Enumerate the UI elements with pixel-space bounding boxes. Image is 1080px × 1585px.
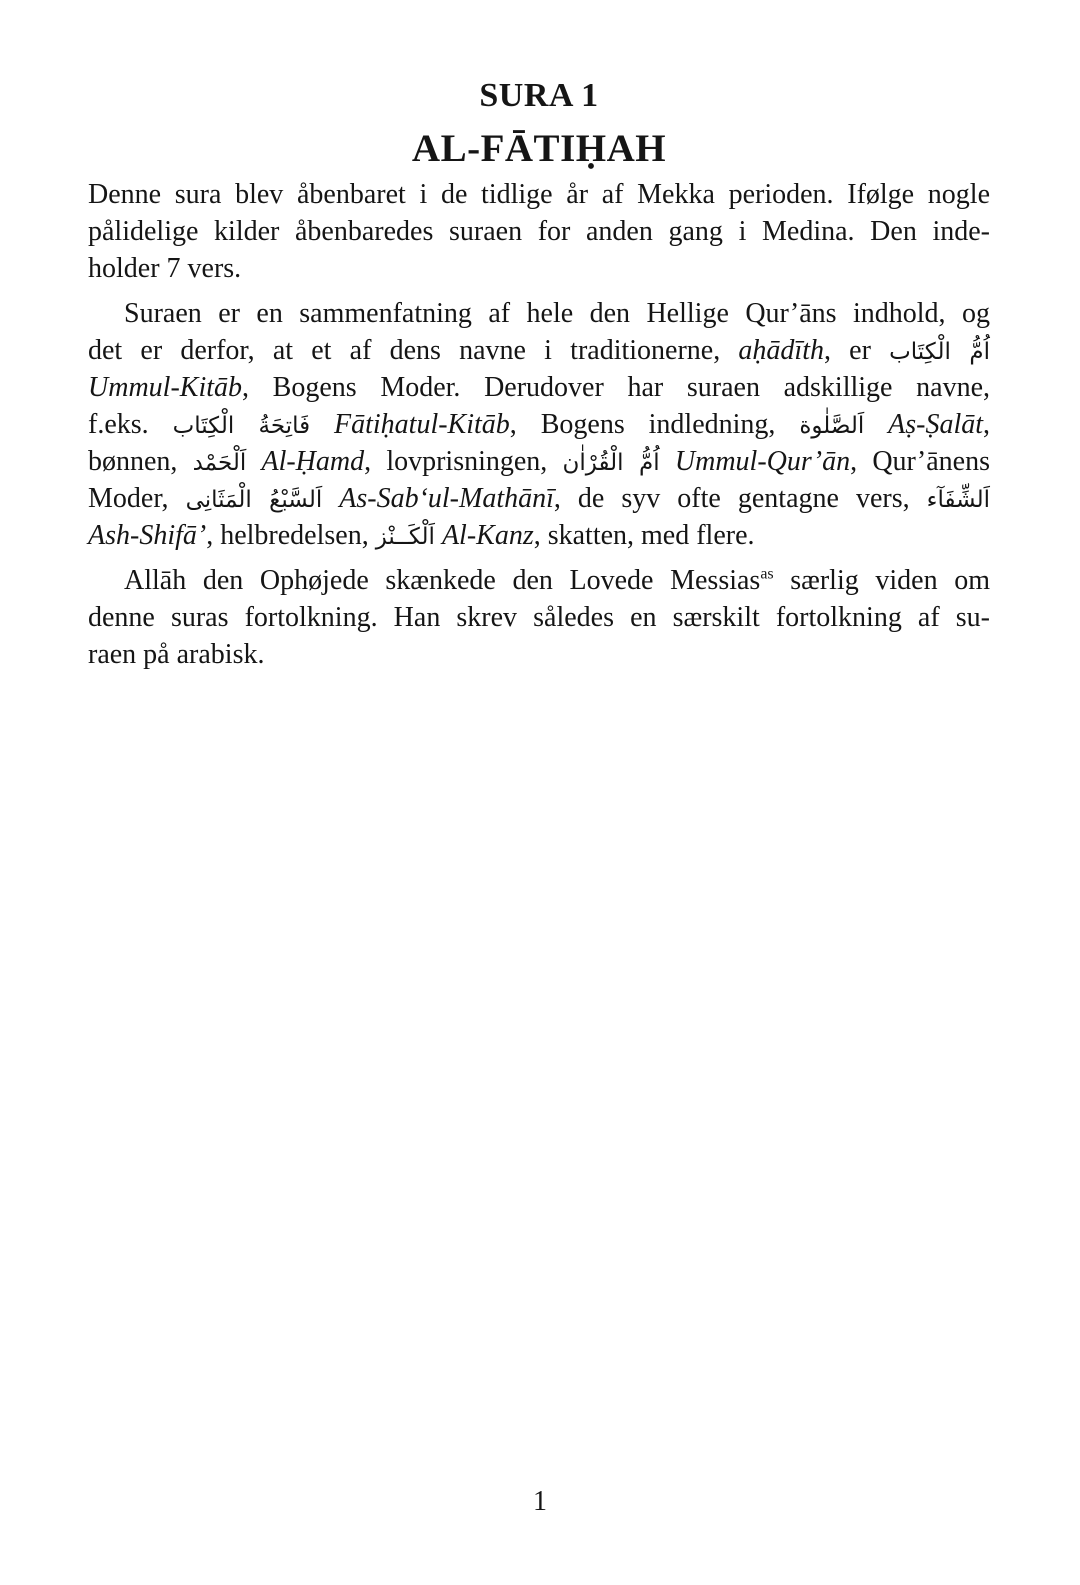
text-segment — [660, 446, 675, 477]
text-segment — [435, 520, 442, 551]
text-segment: pålidelige kilder åbenbaredes suraen for anden gang i Medina. Den inde- — [88, 216, 990, 247]
text-segment: , — [983, 409, 991, 440]
arabic-phrase: اَلْحَمْد — [192, 450, 247, 476]
transliteration-text: Fātiḥatul-Kitāb — [334, 409, 510, 440]
text-line — [88, 176, 990, 213]
transliteration-text: Al-Ḥamd — [261, 446, 365, 477]
text-line-content — [88, 602, 990, 633]
text-line-content — [88, 335, 990, 366]
transliteration-text: Al-Kanz — [441, 520, 534, 551]
text-line — [88, 517, 990, 554]
paragraph — [88, 176, 990, 287]
arabic-phrase: فَاتِحَةُ الْكِتَاب — [172, 413, 311, 439]
text-line — [88, 562, 990, 599]
text-segment — [322, 483, 339, 514]
text-segment: holder 7 vers. — [88, 253, 242, 284]
text-segment: Suraen er en sammenfatning af hele den Hellige Qur’āns indhold, og — [124, 298, 990, 329]
arabic-phrase: اُمُّ الْكِتَاب — [889, 339, 990, 365]
superscript-annotation: as — [760, 565, 774, 583]
text-segment — [310, 409, 334, 440]
paragraph — [88, 562, 990, 673]
text-line — [88, 332, 990, 369]
text-segment: , helbredelsen, — [206, 520, 376, 551]
arabic-phrase: اَلصَّلٰوة — [799, 413, 865, 439]
text-line — [88, 480, 990, 517]
text-line — [88, 443, 990, 480]
text-segment: Moder, — [88, 483, 186, 514]
text-line-content — [88, 483, 990, 514]
transliteration-text: Ummul-Qur’ān — [674, 446, 851, 477]
text-line-content — [88, 253, 241, 284]
text-line — [88, 213, 990, 250]
sura-title-heading: AL-FĀTIḤAH — [411, 127, 667, 170]
text-line — [88, 369, 990, 406]
transliteration-text: Aṣ-Ṣalāt — [888, 409, 984, 440]
transliteration-text: Ash-Shifā’ — [88, 520, 207, 551]
transliteration-text: Ummul-Kitāb — [88, 372, 242, 403]
text-segment: særlig viden om — [773, 565, 990, 596]
page-number: 1 — [533, 1486, 547, 1517]
text-segment — [246, 446, 261, 477]
text-line-content — [124, 565, 990, 596]
text-line — [88, 636, 990, 673]
text-line-content — [88, 372, 990, 403]
text-line-content — [88, 216, 990, 247]
text-segment: denne suras fortolkning. Han skrev således en særskilt fortolkning af su- — [88, 602, 990, 633]
text-line-content — [88, 639, 264, 670]
text-segment: Allāh den Ophøjede skænkede den Lovede Messias — [124, 565, 761, 596]
arabic-phrase: اُمُّ الْقُرْاٰن — [562, 450, 660, 476]
text-line — [88, 250, 990, 287]
text-line — [88, 599, 990, 636]
arabic-phrase: اَلشِّفَآء — [926, 487, 990, 513]
text-segment: , Bogens indledning, — [509, 409, 800, 440]
text-segment: raen på arabisk. — [88, 639, 265, 670]
text-segment: , lovprisningen, — [364, 446, 563, 477]
text-line-content — [124, 298, 990, 329]
text-line-content — [88, 446, 990, 477]
text-line — [88, 406, 990, 443]
paragraph — [88, 295, 990, 554]
text-segment: Denne sura blev åbenbaret i de tidlige år af Mekka perioden. Ifølge nogle — [88, 179, 990, 210]
text-segment — [864, 409, 888, 440]
text-segment: f.eks. — [88, 409, 173, 440]
transliteration-text: As-Sab‘ul-Mathānī — [339, 483, 554, 514]
text-segment: , de syv ofte gentagne vers, — [553, 483, 927, 514]
arabic-phrase: اَلْكَــنْز — [375, 524, 435, 550]
text-line-content — [88, 179, 990, 210]
arabic-phrase: اَلسَّبْعُ الْمَثَانِى — [185, 487, 323, 513]
text-segment: bønnen, — [88, 446, 193, 477]
body-text — [88, 176, 990, 673]
text-line — [88, 295, 990, 332]
text-segment: , Bogens Moder. Derudover har suraen adskillige navne, — [242, 372, 990, 403]
text-line-content — [88, 520, 755, 551]
transliteration-text: aḥādīth — [738, 335, 824, 366]
text-segment: det er derfor, at et af dens navne i traditionerne, — [88, 335, 739, 366]
text-segment: , Qur’ānens — [850, 446, 990, 477]
sura-number-heading: SURA 1 — [479, 77, 599, 114]
text-segment: , skatten, med flere. — [533, 520, 755, 551]
text-line-content — [88, 409, 990, 440]
text-segment: , er — [823, 335, 890, 366]
